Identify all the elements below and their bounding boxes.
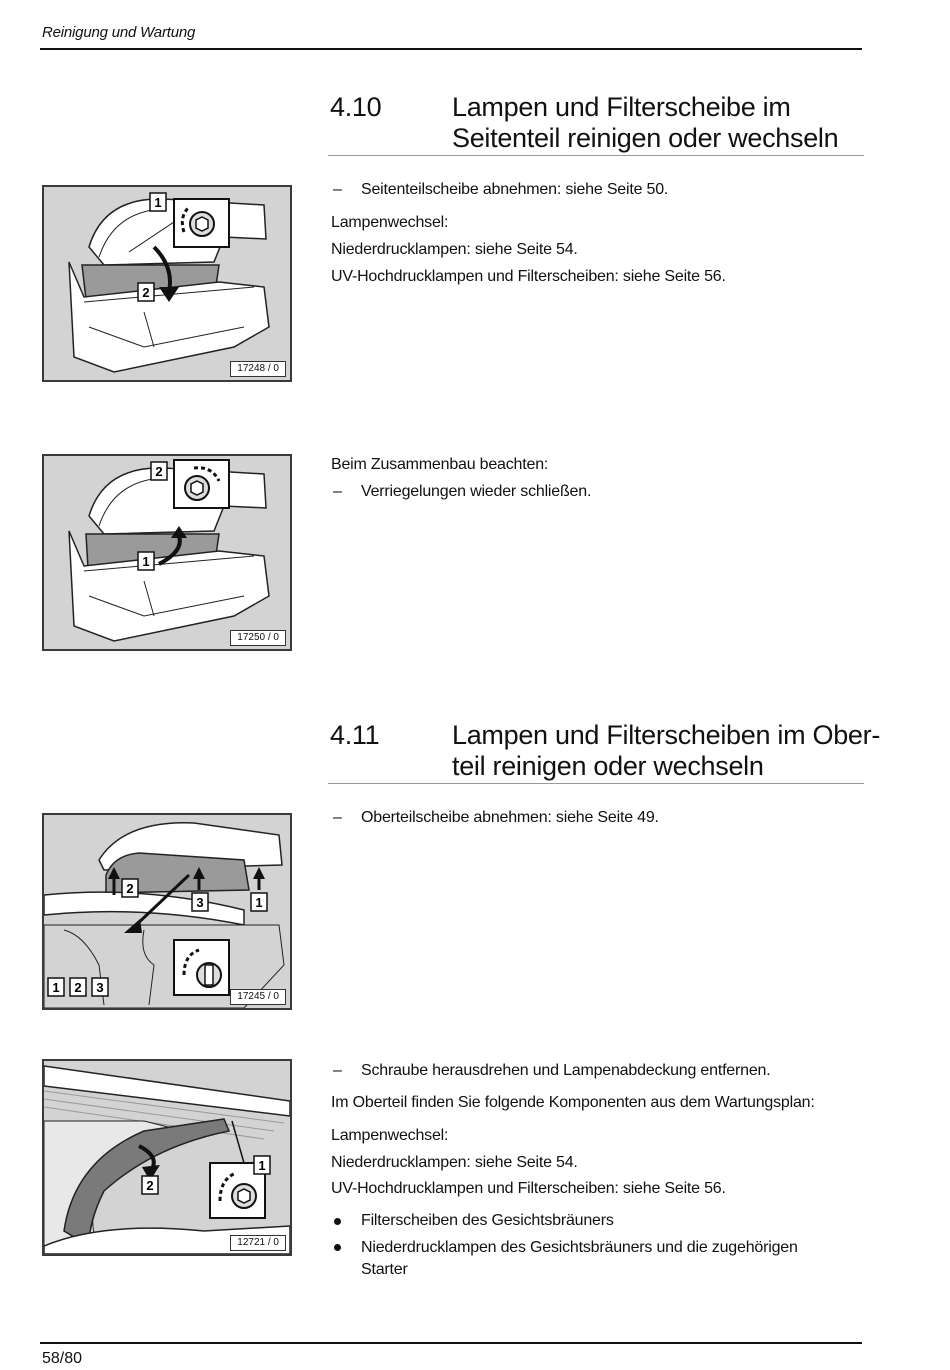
callout-number: 2	[74, 980, 82, 995]
list-dash: –	[333, 483, 342, 500]
uv-high-pressure-ref: UV-Hochdrucklampen und Filterscheiben: siehe Seite 56.	[331, 268, 726, 285]
footer-rule	[40, 1342, 862, 1344]
list-dash: –	[333, 809, 342, 826]
tanning-bed-illustration	[44, 815, 290, 1008]
tanning-bed-illustration	[44, 1061, 290, 1254]
figure-top-panel-removal	[42, 813, 292, 1010]
step-remove-lamp-cover: Schraube herausdrehen und Lampenabdeckung entfernen.	[361, 1062, 771, 1079]
bullet-filter-panes: Filterscheiben des Gesichtsbräuners	[361, 1212, 614, 1229]
section-title-line2: Seitenteil reinigen oder wechseln	[452, 123, 839, 153]
callout-number: 2	[155, 464, 163, 479]
callout-number: 1	[142, 554, 150, 569]
lamp-change-label: Lampenwechsel:	[331, 1127, 449, 1144]
figure-label: 12721 / 0	[230, 1235, 286, 1251]
step-close-locks: Verriegelungen wieder schließen.	[361, 483, 592, 500]
low-pressure-ref: Niederdrucklampen: siehe Seite 54.	[331, 1154, 578, 1171]
tanning-bed-illustration	[44, 456, 290, 649]
section-title-line1: Lampen und Filterscheiben im Ober-	[452, 720, 881, 750]
components-intro: Im Oberteil finden Sie folgende Komponenten aus dem Wartungsplan:	[331, 1094, 815, 1111]
callout-number: 1	[154, 195, 162, 210]
figure-label: 17245 / 0	[230, 989, 286, 1005]
uv-high-pressure-ref: UV-Hochdrucklampen und Filterscheiben: siehe Seite 56.	[331, 1180, 726, 1197]
section-number: 4.11	[330, 720, 380, 750]
bullet-low-pressure-lamps: Niederdrucklampen des Gesichtsbräuners und die zugehörigen Starter	[361, 1239, 798, 1278]
section-title-line2: teil reinigen oder wechseln	[452, 751, 764, 781]
callout-number: 2	[142, 285, 150, 300]
figure-side-panel-removal	[42, 185, 292, 382]
figure-lamp-cover-removal	[42, 1059, 292, 1256]
section-number: 4.10	[330, 92, 382, 122]
list-dash: –	[333, 181, 342, 198]
step-remove-side-panel: Seitenteilscheibe abnehmen: siehe Seite 50.	[361, 181, 669, 198]
callout-number: 2	[146, 1178, 154, 1193]
callout-number: 2	[126, 881, 134, 896]
page-number: 58/80	[42, 1350, 83, 1367]
assembly-note: Beim Zusammenbau beachten:	[331, 456, 549, 473]
callout-number: 3	[196, 895, 204, 910]
section-heading-rule	[328, 783, 864, 784]
callout-number: 1	[52, 980, 60, 995]
figure-label: 17248 / 0	[230, 361, 286, 377]
low-pressure-ref: Niederdrucklampen: siehe Seite 54.	[331, 241, 578, 258]
running-header: Reinigung und Wartung	[42, 24, 196, 41]
lamp-change-label: Lampenwechsel:	[331, 214, 449, 231]
list-dash: –	[333, 1062, 342, 1079]
callout-number: 1	[258, 1158, 266, 1173]
section-heading-rule	[328, 155, 864, 156]
callout-number: 3	[96, 980, 104, 995]
bullet-dot	[334, 1244, 341, 1251]
header-rule	[40, 48, 862, 50]
figure-side-panel-assembly	[42, 454, 292, 651]
step-remove-top-panel: Oberteilscheibe abnehmen: siehe Seite 49.	[361, 809, 659, 826]
tanning-bed-illustration	[44, 187, 290, 380]
figure-label: 17250 / 0	[230, 630, 286, 646]
section-title-line1: Lampen und Filterscheibe im	[452, 92, 791, 122]
callout-number: 1	[255, 895, 263, 910]
bullet-dot	[334, 1218, 341, 1225]
